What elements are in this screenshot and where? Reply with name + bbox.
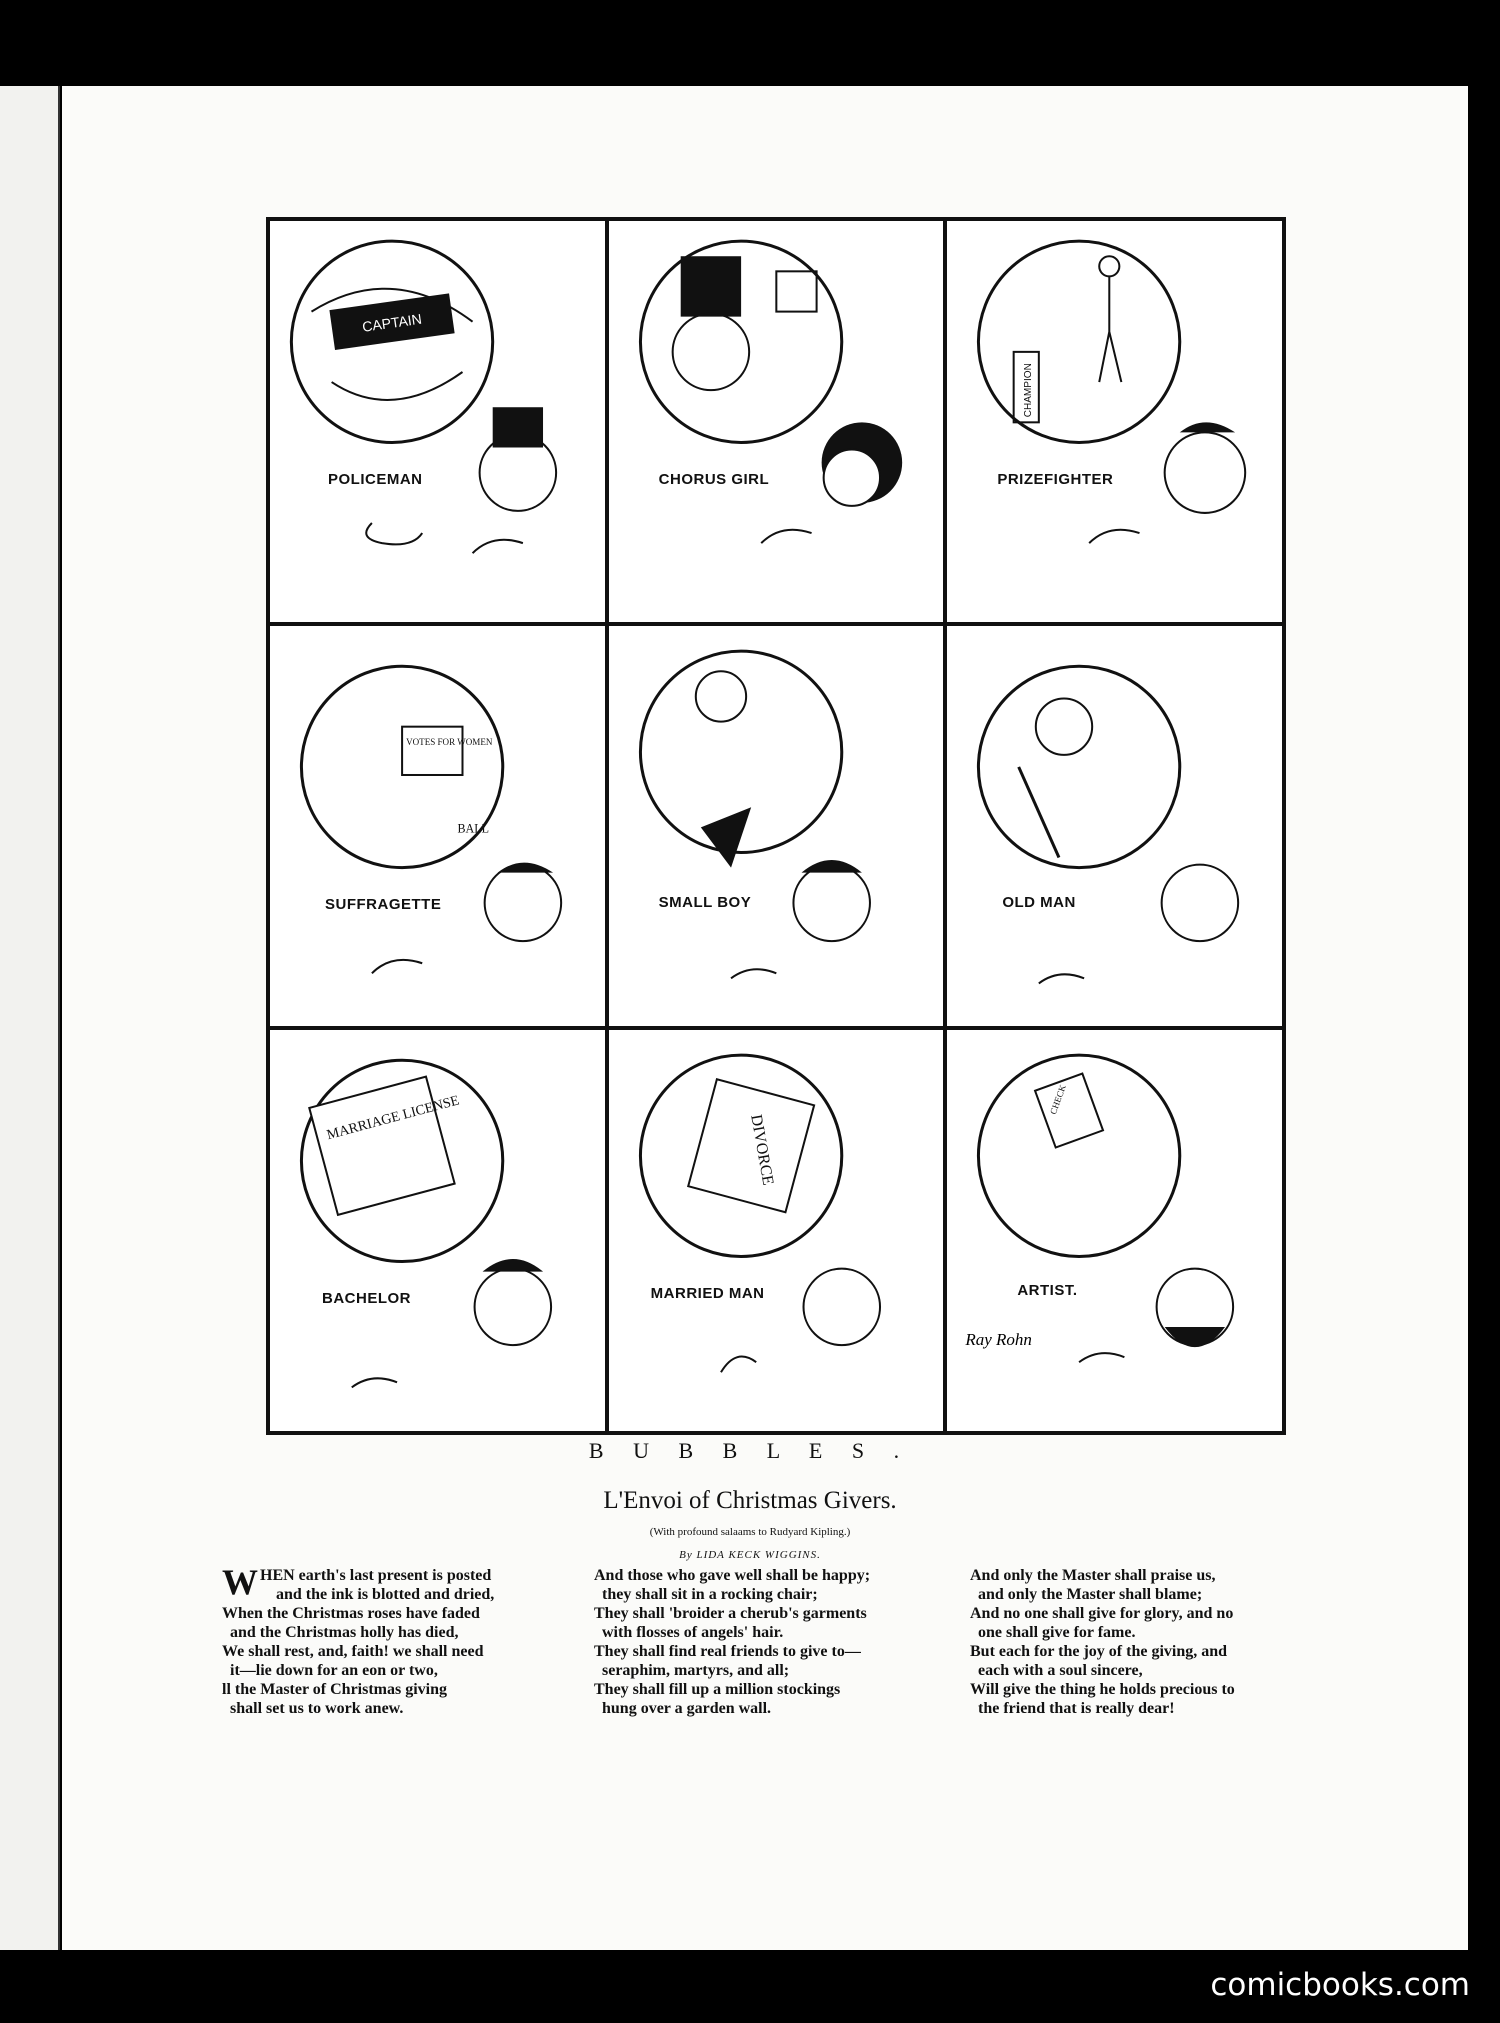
poem-line: and the ink is blotted and dried,: [260, 1586, 495, 1603]
panel-caption: CHORUS GIRL: [658, 471, 770, 488]
svg-text:VOTES FOR WOMEN: VOTES FOR WOMEN: [406, 736, 493, 747]
poem-line: But each for the joy of the giving, and: [970, 1643, 1228, 1660]
bubble-icon: [947, 1030, 1282, 1431]
svg-text:CHECK: CHECK: [1048, 1083, 1069, 1116]
site-watermark: comicbooks.com: [1210, 1967, 1470, 2003]
poem-line: and only the Master shall blame;: [970, 1586, 1203, 1603]
artist-signature: Ray Rohn: [965, 1330, 1032, 1350]
panel-old-man: [947, 626, 1282, 1027]
facing-page-edge: [0, 86, 60, 1950]
panel-caption: POLICEMAN: [328, 471, 423, 488]
poem-line: We shall rest, and, faith! we shall need: [222, 1643, 484, 1660]
poem-line: And no one shall give for glory, and no: [970, 1605, 1234, 1622]
panel-caption: BACHELOR: [322, 1290, 411, 1308]
poem-line: And only the Master shall praise us,: [970, 1567, 1216, 1584]
bubble-icon: [609, 221, 944, 622]
poem-line: with flosses of angels' hair.: [594, 1624, 784, 1641]
panel-caption: MARRIED MAN: [650, 1285, 765, 1303]
poem-line: And those who gave well shall be happy;: [594, 1567, 871, 1584]
panel-policeman: [270, 221, 605, 622]
poem-line: hung over a garden wall.: [594, 1700, 772, 1717]
poem-line: it—lie down for an eon or two,: [222, 1662, 438, 1679]
panel-caption: SUFFRAGETTE: [325, 895, 442, 913]
poem-line: Will give the thing he holds precious to: [970, 1681, 1235, 1698]
poem-line: ll the Master of Christmas giving: [222, 1681, 448, 1698]
panel-caption: OLD MAN: [1002, 893, 1076, 911]
poem-line: one shall give for fame.: [970, 1624, 1136, 1641]
panel-artist: [947, 1030, 1282, 1431]
dedication: (With profound salaams to Rudyard Kipling.): [649, 1526, 851, 1538]
panel-bachelor: [270, 1030, 605, 1431]
cartoon-grid: [266, 217, 1286, 1435]
bubble-icon: [270, 221, 605, 622]
bubble-icon: [947, 626, 1282, 1027]
byline: By LIDA KECK WIGGINS.: [679, 1549, 821, 1561]
poem-line: They shall fill up a million stockings: [594, 1681, 841, 1698]
bubble-icon: [270, 626, 605, 1027]
poem-line: HEN earth's last present is posted: [260, 1567, 492, 1584]
poem-column-2: [594, 1566, 870, 1718]
poem-title: L'Envoi of Christmas Givers.: [603, 1487, 897, 1514]
svg-text:BALL: BALL: [457, 821, 490, 836]
poem-line: They shall 'broider a cherub's garments: [594, 1605, 867, 1622]
panel-chorus-girl: [609, 221, 944, 622]
heading: B U B B L E S .: [588, 1438, 912, 1463]
poem-line: When the Christmas roses have faded: [222, 1605, 480, 1622]
bubble-icon: [947, 221, 1282, 622]
bubble-icon: [270, 1030, 605, 1431]
panel-suffragette: [270, 626, 605, 1027]
poem-column-3: [970, 1566, 1235, 1718]
svg-text:DIVORCE: DIVORCE: [746, 1113, 777, 1188]
bubble-icon: [609, 1030, 944, 1431]
poem-line: and the Christmas holly has died,: [222, 1624, 459, 1641]
panel-small-boy: [609, 626, 944, 1027]
svg-text:CAPTAIN: CAPTAIN: [361, 310, 423, 335]
svg-text:MARRIAGE LICENSE: MARRIAGE LICENSE: [325, 1092, 462, 1144]
svg-text:CHAMPION: CHAMPION: [1023, 363, 1035, 418]
poem-line: shall set us to work anew.: [222, 1700, 404, 1717]
poem-line: the friend that is really dear!: [970, 1700, 1175, 1717]
poem-line: They shall find real friends to give to—: [594, 1643, 861, 1660]
panel-caption: PRIZEFIGHTER: [997, 471, 1114, 488]
bubble-icon: [609, 626, 944, 1027]
poem-line: seraphim, martyrs, and all;: [594, 1662, 790, 1679]
drop-cap: W: [222, 1562, 258, 1602]
panel-caption: SMALL BOY: [658, 893, 752, 911]
poem-column-1: [222, 1562, 495, 1718]
panel-prizefighter: [947, 221, 1282, 622]
poem-line: each with a soul sincere,: [970, 1662, 1143, 1679]
poem-line: they shall sit in a rocking chair;: [594, 1586, 818, 1603]
panel-married-man: [609, 1030, 944, 1431]
panel-caption: ARTIST.: [1017, 1282, 1078, 1300]
